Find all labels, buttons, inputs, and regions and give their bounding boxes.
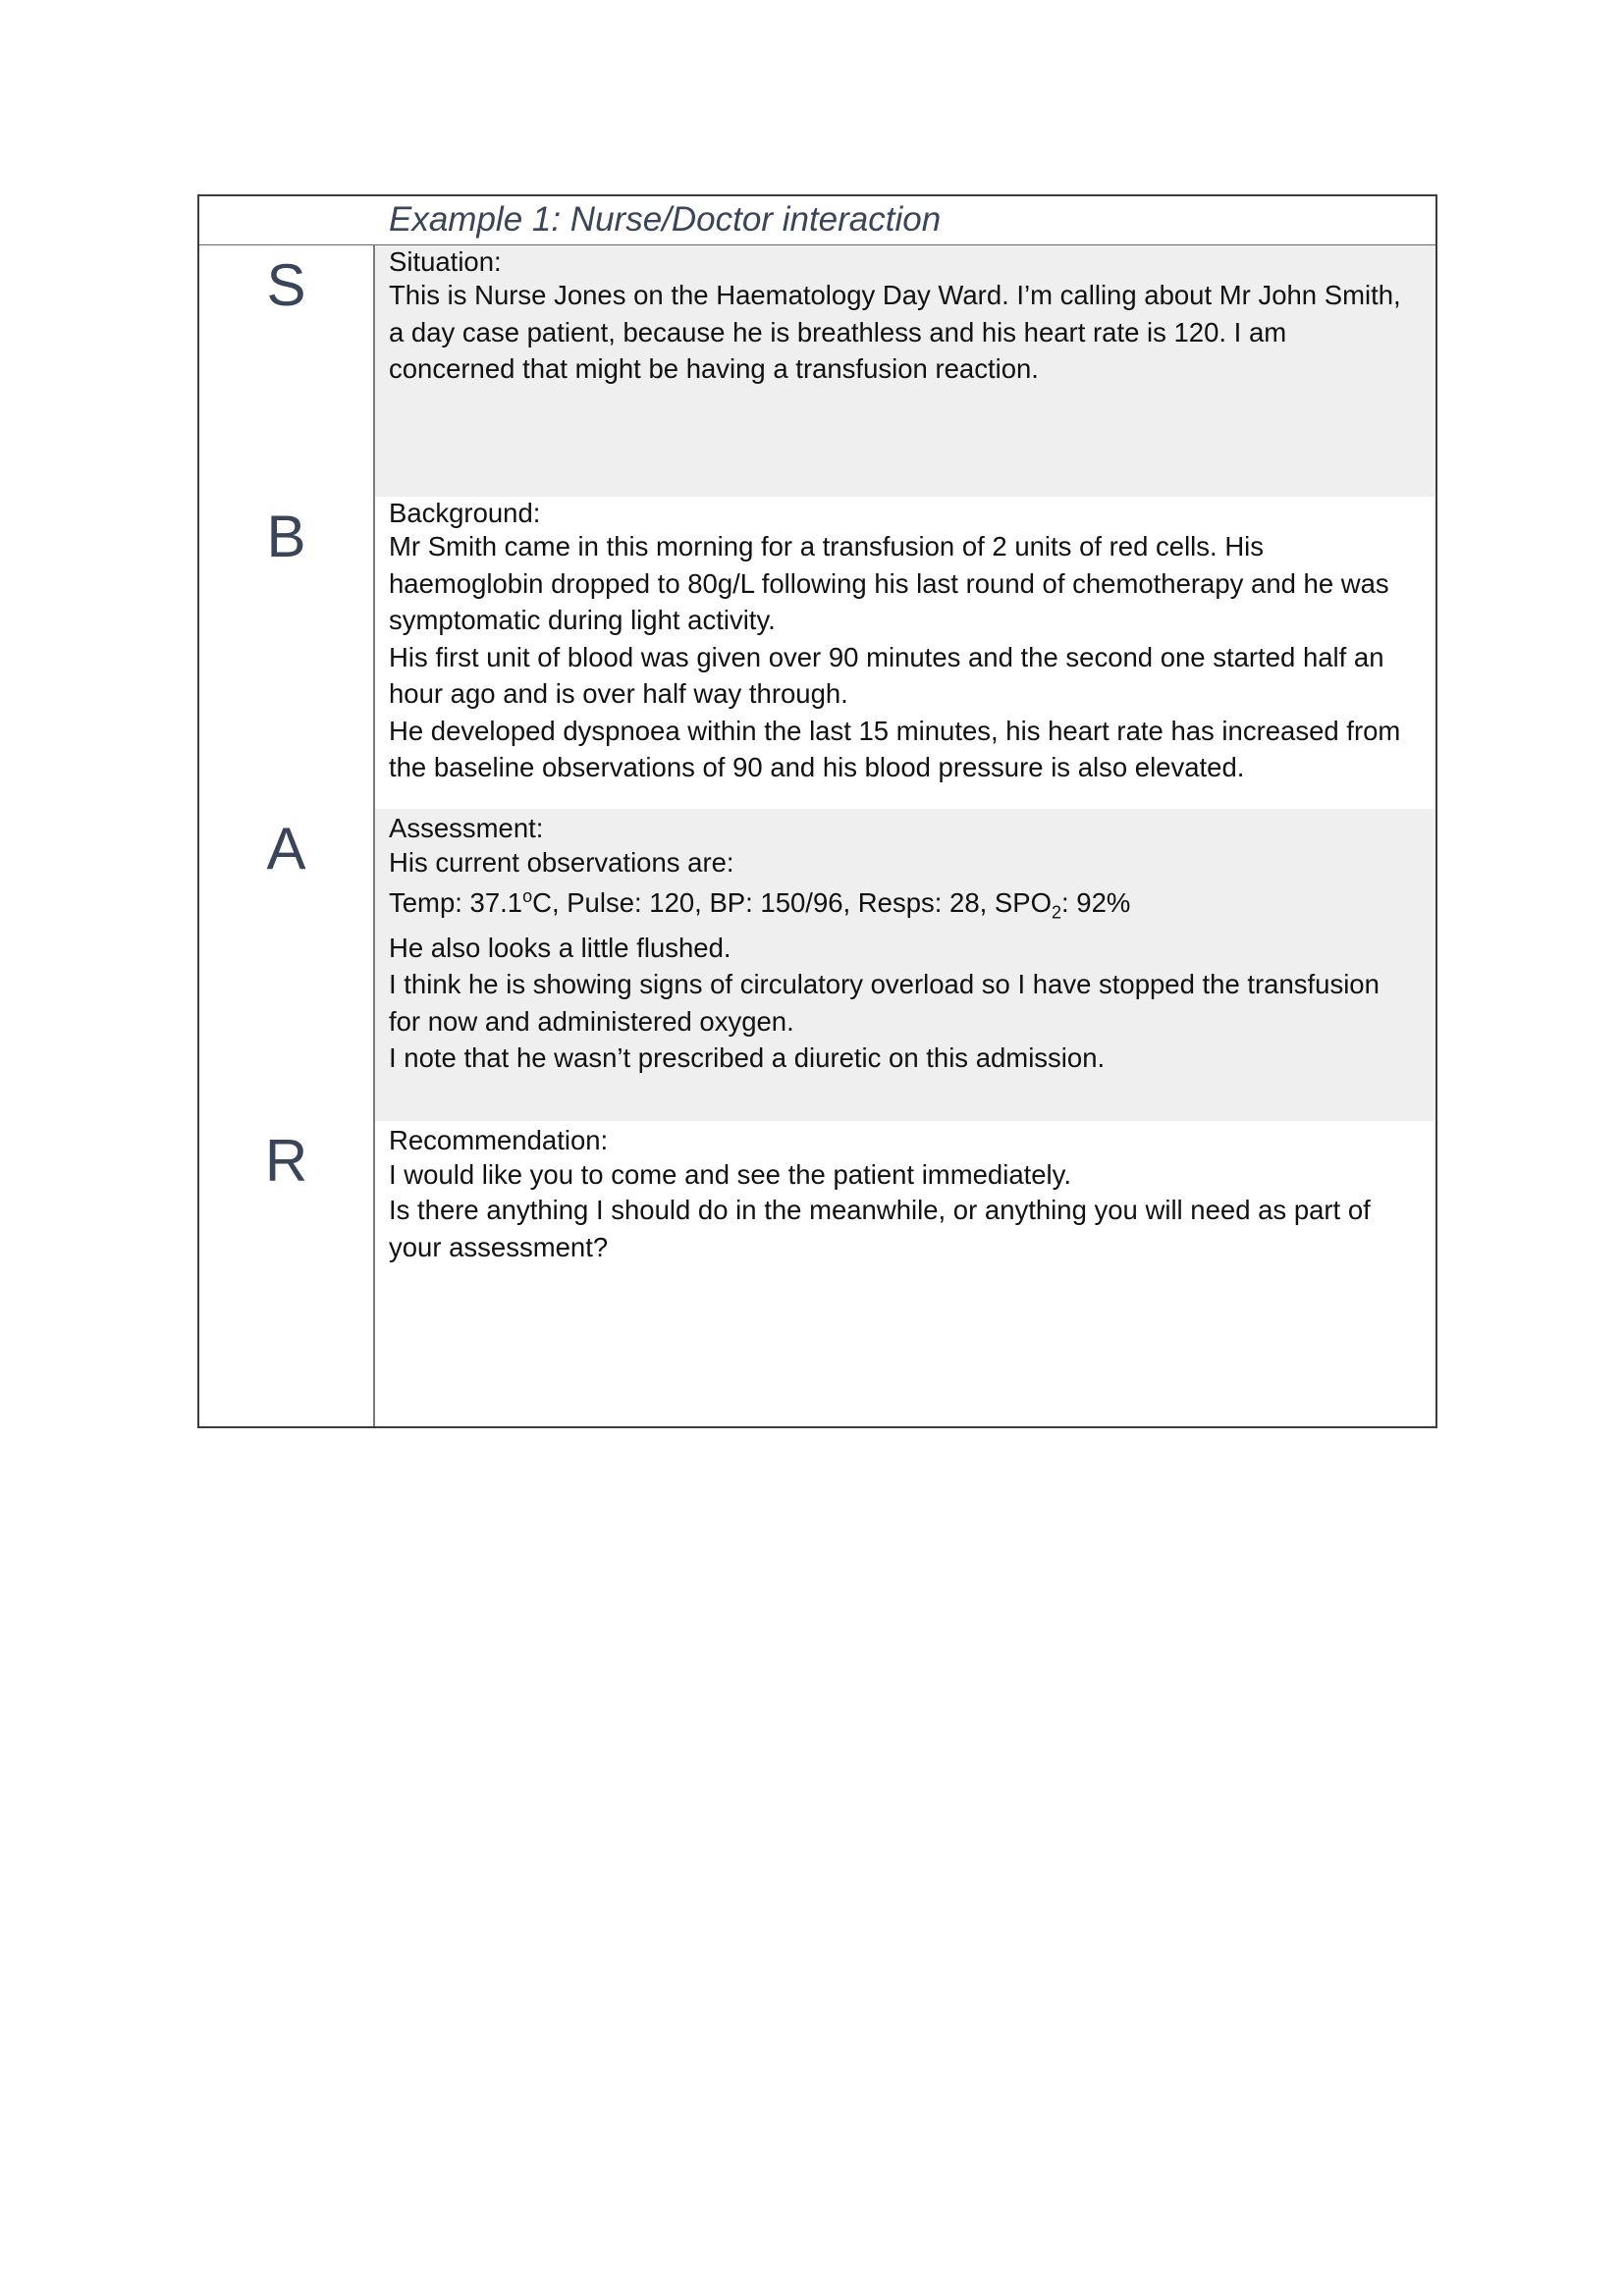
recommendation-paragraph: I would like you to come and see the patient immediately. [389, 1159, 1072, 1190]
background-paragraph: Mr Smith came in this morning for a transfusion of 2 units of red cells. His haemoglobin dropped to 80g/L following his last round of chemotherapy and he was symptomatic during light activity. [389, 531, 1389, 635]
background-section [199, 497, 1435, 809]
observations-values [389, 880, 1418, 930]
recommendation-letter: R [264, 1128, 308, 1194]
assessment-paragraph: He also looks a little flushed. [389, 932, 731, 963]
situation-paragraph: This is Nurse Jones on the Haematology Day Ward. I’m calling about Mr John Smith, a day case patient, because he is breathless and his heart rate is 120. I am concerned that might be having a transfusion reaction. [389, 280, 1401, 384]
situation-section [199, 245, 1435, 497]
table-title: Example 1: Nurse/Doctor interaction [389, 200, 942, 239]
situation-letter: S [266, 252, 306, 318]
temp-label: Temp: 37.1 [389, 887, 523, 919]
obs-readings: C, Pulse: 120, BP: 150/96, Resps: 28, SPO [532, 887, 1052, 919]
recommendation-heading: Recommendation: [389, 1125, 609, 1155]
assessment-paragraph: I think he is showing signs of circulatory overload so I have stopped the transfusion for now and administered oxygen. [389, 969, 1380, 1037]
recommendation-paragraph: Is there anything I should do in the meanwhile, or anything you will need as part of your assessment? [389, 1195, 1371, 1262]
recommendation-section [199, 1121, 1435, 1426]
background-paragraph: His first unit of blood was given over 90 minutes and the second one started half an hour ago and is over half way through. [389, 641, 1384, 709]
situation-heading: Situation: [389, 246, 502, 277]
recommendation-text [389, 1123, 1418, 1265]
background-paragraph: He developed dyspnoea within the last 15 minutes, his heart rate has increased from the baseline observations of 90 and his blood pressure is also elevated. [389, 715, 1401, 782]
background-heading: Background: [389, 498, 541, 528]
assessment-paragraph: I note that he wasn’t prescribed a diuretic on this admission. [389, 1042, 1106, 1074]
observations-intro: His current observations are: [389, 847, 734, 878]
background-letter: B [266, 504, 306, 569]
assessment-letter: A [266, 816, 306, 881]
assessment-section [199, 809, 1435, 1121]
assessment-text [389, 811, 1418, 1077]
spo2-value: : 92% [1061, 887, 1131, 919]
table-title-row [199, 196, 1435, 245]
background-text [389, 499, 1418, 786]
spo2-subscript: 2 [1051, 902, 1061, 923]
degree-symbol: o [522, 886, 533, 906]
sbar-table [197, 194, 1437, 1428]
situation-text [389, 247, 1418, 388]
assessment-heading: Assessment: [389, 813, 544, 843]
